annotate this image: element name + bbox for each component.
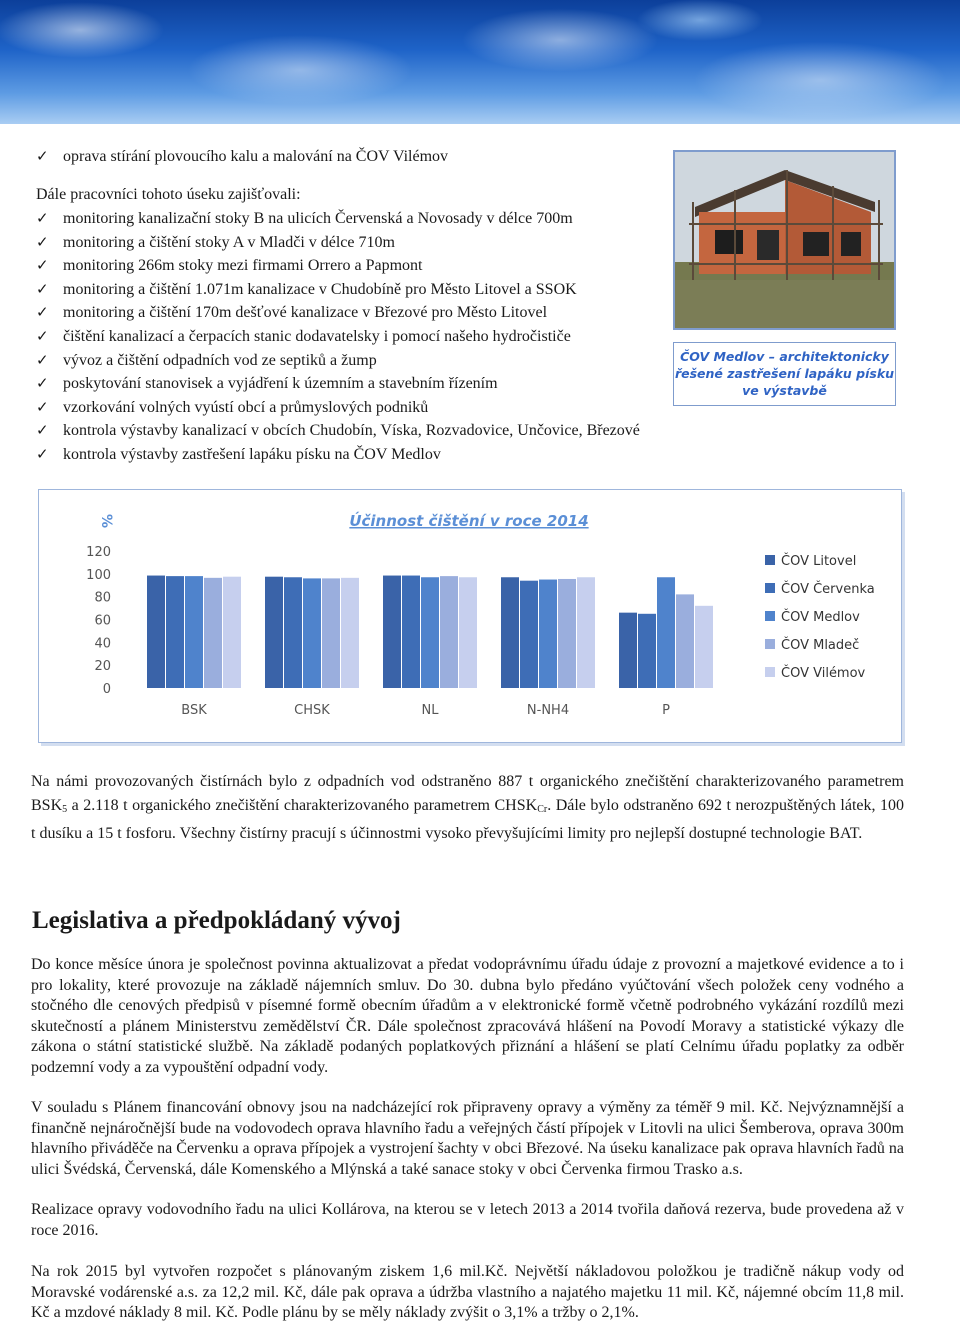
paragraph-investments: V souladu s Plánem financování obnovy jsou na nadcházející rok připraveny opravy a výměny za téměř 9 mil. Kč. Nejvýznamnější a finančně nejnáročnější bude na vodovodech oprava hlavního řadu a veřejných částí přípojek v Litovli na ulici Šemberova, oprava 300m hlavního přiváděče na Červenku a oprava přípojek a vystrojení šachty v obci Březové. Na úseku kanalizace pak oprava hlavních řadů na ulici Švédská, Červenská, dále Komenského a Mlýnská a také sanace stoky v obci Červenka firmou Trasko a.s. [31, 1099, 904, 1178]
bar [166, 576, 184, 688]
bar [695, 606, 713, 688]
list-item: ✓ kontrola výstavby zastřešení lapáku písku na ČOV Medlov [36, 443, 640, 467]
paragraph-results: Na námi provozovaných čistírnách bylo z odpadních vod odstraněno 887 t organického znečištění charakterizovaného parametrem $BSK_5$ a 2.118 t organického znečištění charakterizovaného parametrem $CHSK_{Cr}$. Dále bylo odstraněno 692 t nerozpuštěných látek, 100 t dusíku a 15 t fosforu. Všechny čistírny pracují s účinnostmi vysoko převyšujícími limity pro nejlepší dostupné technologie BAT. [31, 773, 904, 842]
check-icon: ✓ [36, 256, 49, 275]
y-tick-label: 40 [94, 636, 111, 652]
check-icon: ✓ [36, 350, 49, 369]
x-tick-label: CHSK [294, 703, 330, 718]
efficiency-chart [38, 489, 902, 743]
legend-swatch [765, 611, 775, 621]
legend-label: ČOV Vilémov [781, 666, 866, 681]
bar [284, 577, 302, 688]
paragraph-legislation: Do konce měsíce února je společnost povinna aktualizovat a předat vodoprávnímu úřadu údaje z provozní a majetkové evidence a to i pro lokality, které provozuje na základě nájemních smluv. Do 30. dubna bylo předáno vyúčtování všech položek ceny vodného a stočného dle cenových předpisů v písemné formě obecním úřadům a v elektronické formě včetně podrobného vykázání rozdílů mezi skutečností a plánem Ministerstvu zemědělství ČR. Dále společnost zpracovává hlášení na Povodí Moravy a statistické výkazy dle zákona o státní statistické službě. Na základě podaných poplatkových přiznání a hlášení se platí Celnímu úřadu poplatky za odběr podzemní vody a za vypouštění odpadní vody. [31, 956, 904, 1076]
bar [676, 594, 694, 688]
bar [303, 578, 321, 688]
chart-canvas [39, 490, 901, 742]
bar [638, 614, 656, 688]
bar [421, 577, 439, 688]
y-tick-label: 100 [86, 567, 111, 583]
bar [520, 581, 538, 688]
list-item: ✓ monitoring a čištění 1.071m kanalizace v Chudobíně pro Město Litovel a SSOK [36, 278, 640, 302]
list-item: ✓ kontrola výstavby kanalizací v obcích Chudobín, Víska, Rozvadovice, Unčovice, Březové [36, 419, 640, 443]
bar [440, 576, 458, 688]
bar [265, 577, 283, 688]
legend-label: ČOV Mladeč [781, 638, 860, 653]
construction-photo [673, 150, 896, 330]
x-tick-label: P [662, 703, 670, 718]
bar [383, 576, 401, 688]
legend-swatch [765, 667, 775, 677]
bar [577, 577, 595, 688]
check-icon: ✓ [36, 279, 49, 298]
list-item: ✓ čištění kanalizací a čerpacích stanic dodavatelsky i pomocí našeho hydročističe [36, 325, 640, 349]
bar [341, 578, 359, 688]
list-item: ✓ oprava stírání plovoucího kalu a malování na ČOV Vilémov [36, 145, 448, 169]
y-axis-label: % [98, 513, 114, 529]
bar [185, 576, 203, 688]
legend-label: ČOV Medlov [781, 610, 860, 625]
check-icon: ✓ [36, 232, 49, 251]
y-tick-label: 0 [102, 682, 111, 697]
bar [558, 579, 576, 688]
bar [147, 576, 165, 688]
legend-swatch [765, 583, 775, 593]
photo-caption: ČOV Medlov – architektonicky řešené zastřešení lapáku písku ve výstavbě [673, 342, 896, 406]
list-item: ✓ vývoz a čištění odpadních vod ze septiků a žump [36, 349, 640, 373]
bar [459, 577, 477, 688]
list-item: ✓ monitoring a čištění 170m dešťové kanalizace v Březové pro Město Litovel [36, 301, 640, 325]
list-item: ✓ monitoring 266m stoky mezi firmami Orrero a Papmont [36, 254, 640, 278]
chart-title: Účinnost čištění v roce 2014 [349, 512, 589, 530]
check-icon: ✓ [36, 397, 49, 416]
x-tick-label: NL [421, 703, 439, 718]
bar [204, 578, 222, 688]
list-item: ✓ vzorkování volných vyústí obcí a průmyslových podniků [36, 396, 640, 420]
check-icon: ✓ [36, 444, 49, 463]
top-list [36, 145, 448, 169]
check-icon: ✓ [36, 303, 49, 322]
section-intro: Dále pracovníci tohoto úseku zajišťovali: [36, 186, 301, 203]
legend-swatch [765, 555, 775, 565]
bar [322, 578, 340, 688]
bar [619, 613, 637, 688]
legend-swatch [765, 639, 775, 649]
check-icon: ✓ [36, 209, 49, 227]
list-item: ✓ monitoring kanalizační stoky B na ulicích Červenská a Novosady v délce 700m [36, 207, 640, 231]
y-tick-label: 80 [94, 590, 111, 606]
bar [402, 576, 420, 688]
check-icon: ✓ [36, 147, 49, 165]
bar [223, 577, 241, 688]
list-item: ✓ poskytování stanovisek a vyjádření k územním a stavebním řízením [36, 372, 640, 396]
bar [501, 577, 519, 688]
building-illustration [675, 152, 894, 328]
legend-label: ČOV Litovel [781, 554, 857, 569]
x-tick-label: BSK [181, 703, 207, 718]
legend-label: ČOV Červenka [781, 582, 875, 597]
y-tick-label: 120 [86, 545, 111, 560]
bar [539, 580, 557, 688]
water-banner-image [0, 0, 960, 124]
paragraph-budget: Na rok 2015 byl vytvořen rozpočet s plánovaným ziskem 1,6 mil.Kč. Největší nákladovou položkou je tradičně nákup vody od Moravské vodárenské a.s. za 12,2 mil. Kč, dále pak oprava a údržba vlastního a najatého majetku 11 mil. Kč, nájemné obcím 11,8 mil. Kč a mzdové náklady 8 mil. Kč. Podle plánu by se měly náklady zvýšit o 3,1% a tržby o 2,1%. [31, 1263, 904, 1321]
work-list [36, 207, 640, 467]
x-tick-label: N-NH4 [526, 703, 570, 718]
check-icon: ✓ [36, 421, 49, 440]
y-tick-label: 20 [94, 659, 111, 675]
paragraph-kollarova: Realizace opravy vodovodního řadu na ulici Kollárova, na kterou se v letech 2013 a 2014 tvořila daňová rezerva, bude provedena až v roce 2016. [31, 1201, 904, 1239]
check-icon: ✓ [36, 374, 49, 393]
section-heading: Legislativa a předpokládaný vývoj [32, 907, 401, 934]
bar [657, 577, 675, 688]
list-item: ✓ monitoring a čištění stoky A v Mladči v délce 710m [36, 231, 640, 255]
y-tick-label: 60 [94, 613, 111, 629]
check-icon: ✓ [36, 326, 49, 345]
